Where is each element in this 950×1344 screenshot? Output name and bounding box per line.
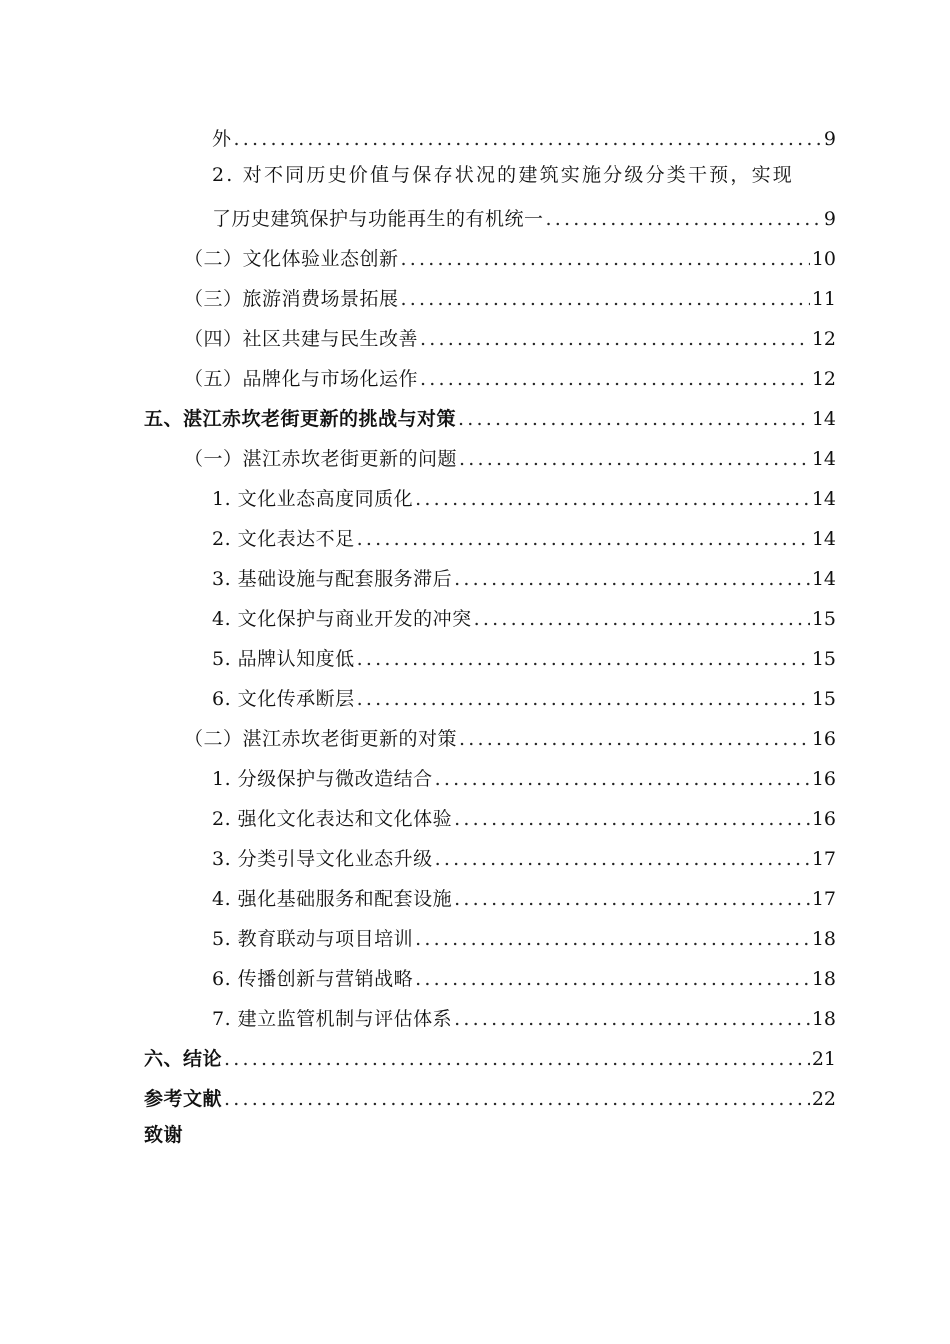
toc-entry-title: 2. 对不同历史价值与保存状况的建筑实施分级分类干预，实现 — [212, 164, 794, 186]
toc-entry-wrapped-line[interactable] — [212, 162, 794, 192]
toc-entry-title: （三）旅游消费场景拓展 — [184, 288, 399, 310]
toc-entry-title: （五）品牌化与市场化运作 — [184, 368, 419, 390]
toc-entry[interactable] — [212, 202, 836, 232]
toc-leader-dots — [454, 1006, 810, 1032]
toc-entry[interactable] — [184, 282, 836, 312]
toc-entry[interactable] — [212, 842, 836, 872]
toc-entry[interactable] — [212, 802, 836, 832]
toc-entry-page: 16 — [811, 728, 836, 750]
toc-entry-title: 5. 教育联动与项目培训 — [212, 928, 414, 950]
toc-entry[interactable] — [212, 882, 836, 912]
toc-entry-page: 11 — [811, 288, 836, 310]
toc-chapter-entry[interactable] — [144, 1082, 836, 1112]
toc-entry-page: 12 — [811, 328, 836, 350]
toc-entry[interactable] — [212, 682, 836, 712]
toc-entry[interactable] — [184, 722, 836, 752]
toc-leader-dots — [420, 366, 810, 392]
toc-entry[interactable] — [212, 562, 836, 592]
toc-entry[interactable] — [212, 762, 836, 792]
toc-entry-title: （二）文化体验业态创新 — [184, 248, 399, 270]
toc-entry-title: 4. 强化基础服务和配套设施 — [212, 888, 453, 910]
toc-leader-dots — [415, 966, 810, 992]
toc-entry-title: 6. 传播创新与营销战略 — [212, 968, 414, 990]
toc-leader-dots — [435, 846, 810, 872]
toc-entry[interactable] — [184, 362, 836, 392]
toc-entry[interactable] — [212, 482, 836, 512]
toc-entry-title: 致谢 — [144, 1124, 184, 1146]
toc-leader-dots — [435, 766, 810, 792]
toc-entry-page: 22 — [811, 1088, 836, 1110]
toc-entry[interactable] — [212, 962, 836, 992]
toc-leader-dots — [224, 1046, 810, 1072]
toc-entry-page: 15 — [811, 608, 836, 630]
toc-entry-title: 3. 基础设施与配套服务滞后 — [212, 568, 453, 590]
toc-entry-page: 14 — [811, 528, 836, 550]
toc-leader-dots — [357, 646, 810, 672]
toc-entry-title: 外 — [212, 128, 232, 150]
toc-entry-title: 五、湛江赤坎老街更新的挑战与对策 — [144, 408, 457, 430]
toc-entry-title: 1. 分级保护与微改造结合 — [212, 768, 433, 790]
toc-leader-dots — [474, 606, 810, 632]
toc-chapter-entry[interactable] — [144, 1042, 836, 1072]
toc-leader-dots — [546, 206, 822, 232]
toc-entry[interactable] — [184, 242, 836, 272]
toc-entry-title: （一）湛江赤坎老街更新的问题 — [184, 448, 458, 470]
toc-entry-page: 14 — [811, 448, 836, 470]
toc-entry-page: 16 — [811, 808, 836, 830]
toc-entry-title: （四）社区共建与民生改善 — [184, 328, 419, 350]
toc-entry[interactable] — [212, 122, 836, 152]
toc-entry-page: 9 — [823, 128, 836, 150]
toc-entry-title: 2. 强化文化表达和文化体验 — [212, 808, 453, 830]
toc-entry-page: 10 — [811, 248, 836, 270]
toc-entry-page: 9 — [823, 208, 836, 230]
toc-leader-dots — [459, 726, 810, 752]
toc-leader-dots — [458, 406, 810, 432]
toc-entry-page: 14 — [811, 408, 836, 430]
toc-entry-page: 21 — [811, 1048, 836, 1070]
toc-entry-title: 6. 文化传承断层 — [212, 688, 355, 710]
toc-chapter-entry[interactable] — [144, 1122, 183, 1152]
toc-entry-title: 参考文献 — [144, 1088, 223, 1110]
toc-entry-page: 17 — [811, 888, 836, 910]
toc-entry[interactable] — [212, 1002, 836, 1032]
toc-entry-page: 14 — [811, 488, 836, 510]
toc-entry-title: 2. 文化表达不足 — [212, 528, 355, 550]
toc-chapter-entry[interactable] — [144, 402, 836, 432]
toc-leader-dots — [420, 326, 810, 352]
toc-leader-dots — [415, 926, 810, 952]
toc-leader-dots — [401, 246, 810, 272]
toc-entry[interactable] — [212, 922, 836, 952]
toc-leader-dots — [357, 526, 810, 552]
toc-entry[interactable] — [212, 522, 836, 552]
toc-entry-title: 4. 文化保护与商业开发的冲突 — [212, 608, 472, 630]
toc-entry-page: 12 — [811, 368, 836, 390]
toc-leader-dots — [454, 566, 810, 592]
toc-entry-page: 16 — [811, 768, 836, 790]
toc-entry-title: 六、结论 — [144, 1048, 223, 1070]
toc-leader-dots — [415, 486, 810, 512]
toc-entry-title: 3. 分类引导文化业态升级 — [212, 848, 433, 870]
toc-leader-dots — [234, 126, 822, 152]
toc-entry-page: 14 — [811, 568, 836, 590]
toc-entry-title: 了历史建筑保护与功能再生的有机统一 — [212, 208, 544, 230]
toc-entry-title: 7. 建立监管机制与评估体系 — [212, 1008, 453, 1030]
toc-entry-page: 15 — [811, 648, 836, 670]
toc-entry[interactable] — [212, 642, 836, 672]
toc-entry-page: 18 — [811, 968, 836, 990]
toc-entry-title: 1. 文化业态高度同质化 — [212, 488, 414, 510]
toc-entry-page: 18 — [811, 928, 836, 950]
toc-leader-dots — [454, 806, 810, 832]
toc-entry-page: 17 — [811, 848, 836, 870]
toc-entry[interactable] — [184, 322, 836, 352]
toc-entry-page: 15 — [811, 688, 836, 710]
toc-leader-dots — [401, 286, 810, 312]
toc-entry[interactable] — [184, 442, 836, 472]
toc-entry[interactable] — [212, 602, 836, 632]
toc-leader-dots — [454, 886, 810, 912]
toc-leader-dots — [224, 1086, 810, 1112]
toc-entry-page: 18 — [811, 1008, 836, 1030]
toc-leader-dots — [357, 686, 810, 712]
toc-entry-title: （二）湛江赤坎老街更新的对策 — [184, 728, 458, 750]
toc-entry-title: 5. 品牌认知度低 — [212, 648, 355, 670]
toc-leader-dots — [459, 446, 810, 472]
